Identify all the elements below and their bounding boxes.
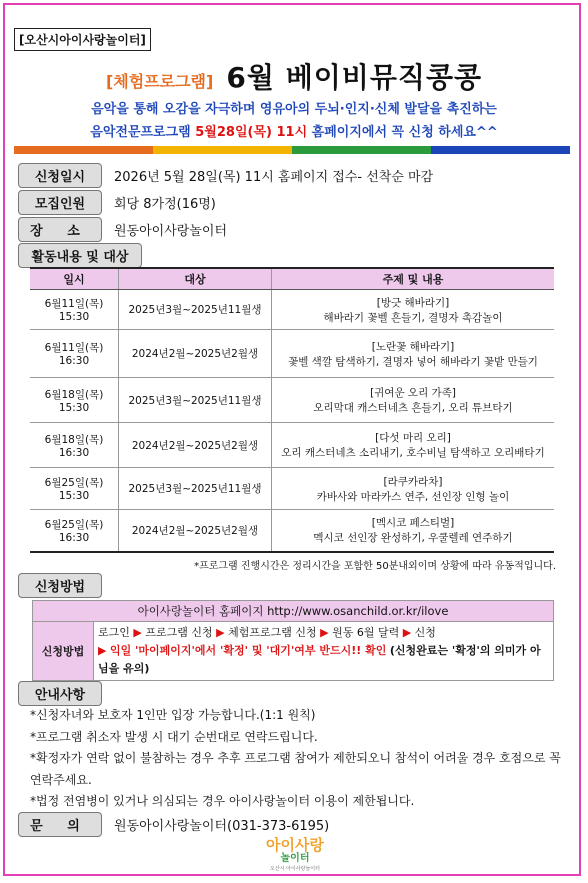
- step-apply: 신청: [414, 626, 436, 639]
- table-row: [30, 423, 554, 468]
- contact-label: 문 의: [18, 812, 102, 837]
- row-content: 카바사와 마라카스 연주, 선인장 인형 놀이: [316, 490, 510, 503]
- row-theme: [라쿠카라차]: [383, 475, 443, 488]
- step-calendar: 원동 6월 달력: [332, 626, 400, 639]
- row-time: 16:30: [58, 355, 90, 367]
- row-target: 2025년3월~2025년11월생: [119, 378, 272, 423]
- schedule-note: *프로그램 진행시간은 정리시간을 포함한 50분내외이며 상황에 따라 유동적입니다.: [194, 561, 556, 572]
- row-time: 16:30: [58, 446, 90, 459]
- guide-label: 안내사항: [18, 681, 102, 706]
- row-theme: [다섯 마리 오리]: [375, 432, 451, 444]
- intro-line-2: [0, 121, 588, 144]
- row-content: 꽃벨 색깔 탐색하기, 결명자 넣어 해바라기 꽃밭 만들기: [288, 355, 538, 368]
- program-type: [체험프로그램]: [105, 72, 214, 91]
- list-item: *확정자가 연락 없이 불참하는 경우 추후 프로그램 참여가 제한되오니 참석이 어려울 경우 호점으로 꼭 연락주세요.: [30, 751, 561, 787]
- ilove-logo: [265, 838, 325, 872]
- row-target: 2024년2월~2025년2월생: [119, 330, 272, 378]
- row-date: 6월25일(목): [44, 477, 104, 489]
- step-experience: 체험프로그램 신청: [228, 626, 317, 639]
- row-time: 16:30: [58, 531, 90, 544]
- row-date: 6월18일(목): [44, 433, 104, 446]
- list-item: *법정 전염병이 있거나 의심되는 경우 아이사랑놀이터 이용이 제한됩니다.: [30, 794, 415, 808]
- arrow-icon: ▶: [320, 626, 329, 639]
- row-content: 해바라기 꽃벨 흔들기, 결명자 촉감놀이: [323, 311, 503, 324]
- page-title: [0, 56, 588, 96]
- method-steps: [94, 622, 554, 681]
- org-header: [오산시아이사랑놀이터]: [14, 28, 151, 51]
- table-row: [30, 378, 554, 423]
- row-content: 오리 캐스터네츠 소리내기, 호수비닐 탐색하고 오리배타기: [281, 447, 545, 459]
- table-row: [30, 330, 554, 378]
- logo-subtext: 놀이터: [280, 853, 310, 864]
- method-row-label: 신청방법: [33, 622, 94, 681]
- color-divider: [14, 146, 570, 154]
- recruit-label: 모집인원: [18, 190, 102, 215]
- step-program: 프로그램 신청: [145, 626, 213, 639]
- step-login: 로그인: [98, 626, 130, 639]
- contact-value: 원동아이사랑놀이터(031-373-6195): [114, 819, 330, 834]
- arrow-icon: ▶: [98, 644, 107, 657]
- program-title: 6월 베이비뮤직콩콩: [226, 61, 483, 94]
- row-date: 6월11일(목): [44, 298, 104, 310]
- schedule-table: [30, 267, 554, 553]
- intro-suffix: 홈페이지에서 꼭 신청 하세요^^: [311, 125, 498, 140]
- row-content: 오리막대 캐스터네츠 흔들기, 오리 튜브타기: [313, 402, 513, 414]
- place-value: 원동아이사랑놀이터: [114, 224, 228, 239]
- row-target: 2024년2월~2025년2월생: [119, 423, 272, 468]
- row-content: 멕시코 선인장 완성하기, 우쿨렐레 연주하기: [313, 532, 513, 545]
- homepage-link[interactable]: 아이사랑놀이터 홈페이지 http://www.osanchild.or.kr/ilove: [33, 601, 554, 622]
- row-date: 6월25일(목): [44, 518, 104, 531]
- method-table: [32, 600, 554, 681]
- col-header-target: 대상: [119, 268, 272, 290]
- activity-label: 활동내용 및 대상: [18, 243, 142, 268]
- row-time: 15:30: [58, 311, 90, 323]
- row-date: 6월18일(목): [44, 388, 104, 401]
- table-row: [30, 290, 554, 330]
- confirm-note: (신청완료는 '확정'의 의미가 아님을 유의): [98, 644, 541, 675]
- row-target: 2025년3월~2025년11월생: [119, 290, 272, 330]
- list-item: *신청자녀와 보호자 1인만 입장 가능합니다.(1:1 원칙): [30, 708, 316, 722]
- intro-prefix: 음악전문프로그램: [90, 125, 191, 140]
- method-label: 신청방법: [18, 573, 102, 598]
- guide-list: [30, 705, 575, 813]
- table-row: [30, 468, 554, 510]
- row-time: 15:30: [58, 490, 90, 502]
- row-date: 6월11일(목): [44, 342, 104, 354]
- list-item: *프로그램 취소자 발생 시 대기 순번대로 연락드립니다.: [30, 729, 318, 744]
- place-label: 장 소: [18, 217, 102, 242]
- row-time: 15:30: [58, 401, 90, 414]
- row-theme: [멕시코 페스티벌]: [371, 517, 455, 530]
- row-target: 2024년2월~2025년2월생: [119, 510, 272, 552]
- table-row: [30, 510, 554, 552]
- recruit-value: 회당 8가정(16명): [114, 197, 216, 212]
- row-theme: [귀여운 오리 가족]: [370, 387, 456, 399]
- arrow-icon: ▶: [216, 626, 225, 639]
- intro-text: [0, 98, 588, 144]
- col-header-content: 주제 및 내용: [272, 268, 555, 290]
- arrow-icon: ▶: [402, 626, 412, 639]
- logo-text: 아이사랑: [266, 836, 324, 854]
- row-target: 2025년3월~2025년11월생: [119, 468, 272, 510]
- intro-line-1: 음악을 통해 오감을 자극하며 영유아의 두뇌·인지·신체 발달을 촉진하는: [91, 102, 497, 117]
- logo-caption: 오산시 아이사랑놀이터: [270, 866, 320, 872]
- apply-value: 2026년 5월 28일(목) 11시 홈페이지 접수- 선착순 마감: [114, 170, 434, 185]
- row-theme: [방긋 해바라기]: [376, 296, 450, 309]
- intro-date: 5월28일(목) 11시: [195, 125, 308, 140]
- arrow-icon: ▶: [133, 626, 142, 639]
- row-theme: [노란꽃 해바라기]: [371, 340, 455, 353]
- col-header-date: 일시: [30, 268, 119, 290]
- confirm-warning: 익일 '마이페이지'에서 '확정' 및 '대기'여부 반드시!! 확인: [109, 644, 387, 657]
- apply-label: 신청일시: [18, 163, 102, 188]
